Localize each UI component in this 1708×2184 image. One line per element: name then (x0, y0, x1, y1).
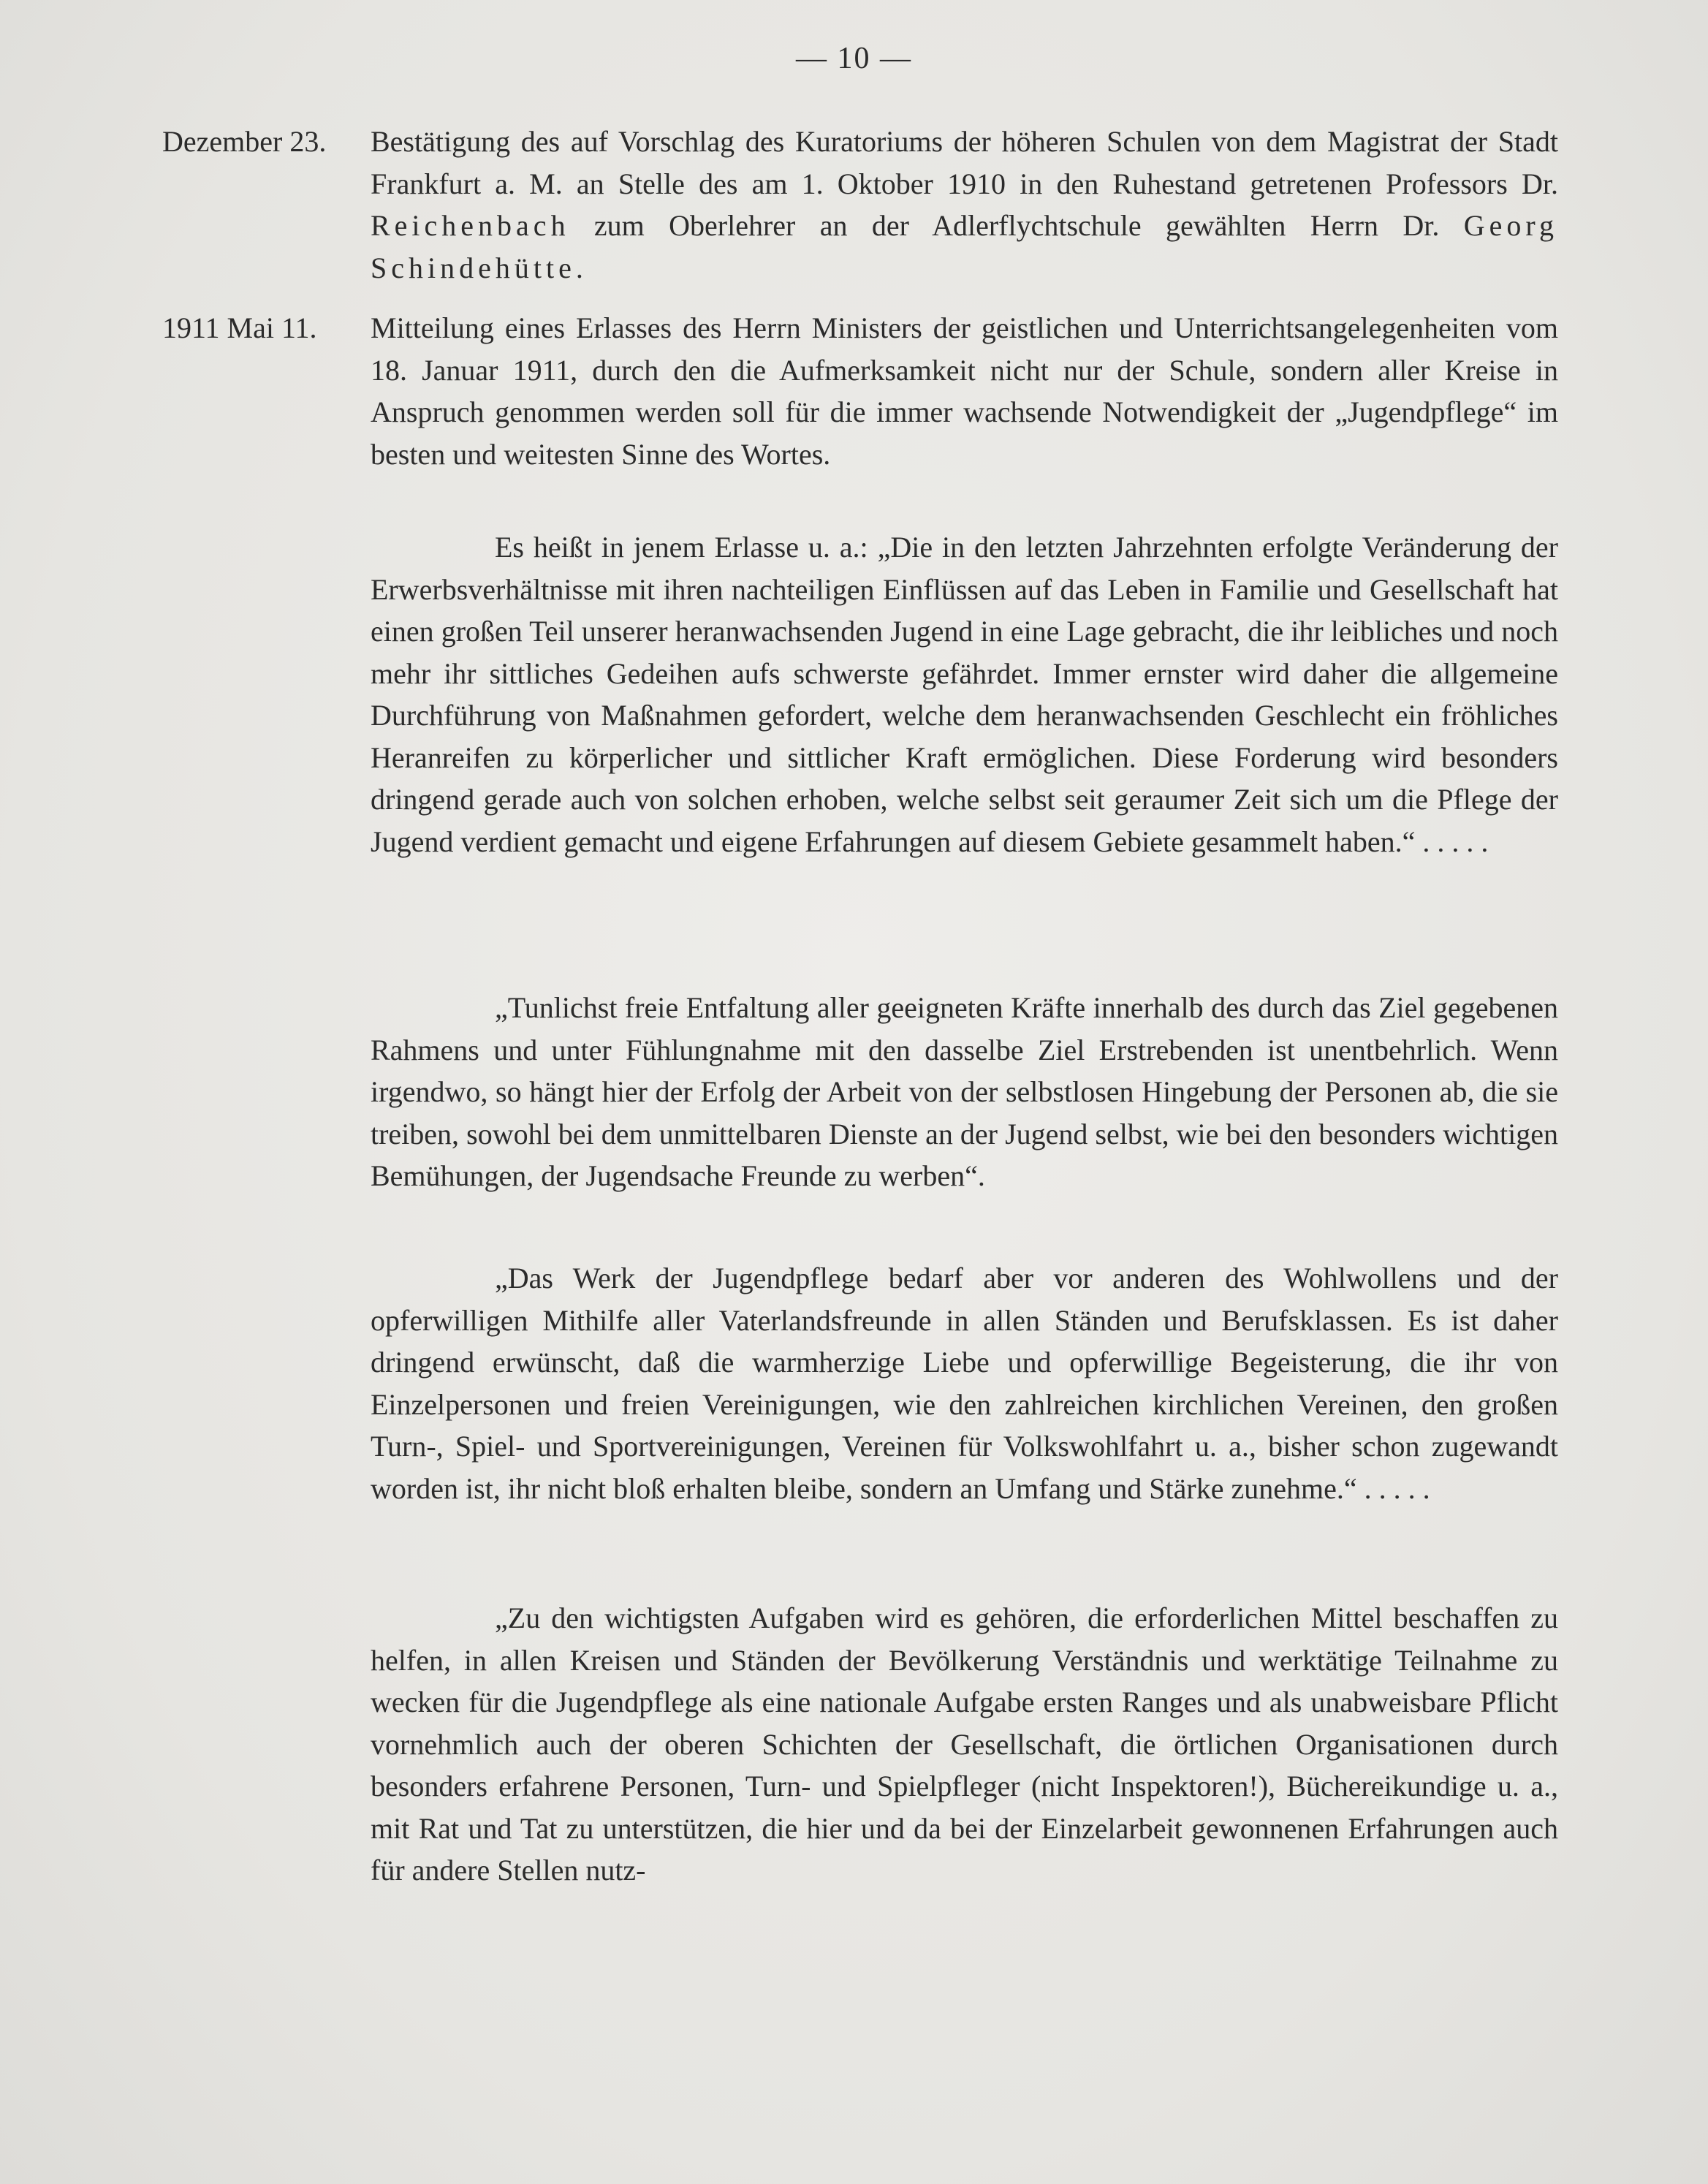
quote-paragraph: „Tunlichst freie Entfaltung aller geeigneten Kräfte innerhalb des durch das Ziel gegebenen Rahmens und unter Fühlungnahme mit den dasselbe Ziel Erstrebenden ist unentbehrlich. Wenn irgendwo, so hängt hier der Erfolg der Arbeit von der selbstlosen Hingebung der Personen ab, die sie treiben, sowohl bei dem unmittelbaren Dienste an der Jugend selbst, wie bei den besonders wichtigen Bemühungen, der Jugendsache Freunde zu werben“. (371, 991, 1558, 1192)
entry-date: 1911 Mai 11. (162, 311, 317, 344)
chronicle-entry (162, 121, 1558, 289)
entry-text-part: zum Oberlehrer an der Adlerflychtschule gewählten Herrn Dr. (569, 209, 1464, 242)
entry-text-part: . (575, 251, 583, 284)
quote-paragraph: Es heißt in jenem Erlasse u. a.: „Die in den letzten Jahrzehnten erfolgte Veränderung der Erwerbsverhältnisse mit ihren nachteiligen Einflüssen auf das Leben in Familie und Gesellschaft hat einen großen Teil unserer heranwachsenden Jugend in eine Lage gebracht, die ihr leibliches und noch mehr ihr sittliches Gedeihen aufs schwerste gefährdet. Immer ernster wird daher die allgemeine Durchführung von Maßnahmen gefordert, welche dem heranwachsenden Geschlecht ein fröhliches Heranreifen zu körperlicher und sittlicher Kraft ermöglichen. Diese Forderung wird besonders dringend gerade auch von solchen erhoben, welche selbst seit geraumer Zeit sich um die Pflege der Jugend verdient gemacht und eigene Erfahrungen auf diesem Gebiete gesammelt haben.“ . . . . . (371, 531, 1558, 858)
entry-text (371, 121, 1558, 289)
entry-date: Dezember 23. (162, 125, 327, 158)
quote-paragraph: „Zu den wichtigsten Aufgaben wird es gehören, die erforderlichen Mittel beschaffen zu helfen, in allen Kreisen und Ständen der Bevölkerung Verständnis und werktätige Teilnahme zu wecken für die Jugendpflege als eine nationale Aufgabe ersten Ranges und als unabweisbare Pflicht vornehmlich auch der oberen Schichten der Gesellschaft, die örtlichen Organisationen durch besonders erfahrene Personen, Turn- und Spielpfleger (nicht Inspektoren!), Büchereikundige u. a., mit Rat und Tat zu unterstützen, die hier und da bei der Einzelarbeit gewonnenen Erfahrungen auch für andere Stellen nutz- (371, 1601, 1558, 1887)
person-name-reichenbach: Reichenbach (371, 209, 570, 242)
entry-text: Mitteilung eines Erlasses des Herrn Ministers der geistlichen und Unterrichtsangelegenheiten vom 18. Januar 1911, durch den die Aufmerksamkeit nicht nur der Schule, sondern aller Kreise in Anspruch genommen werden soll für die immer wachsende Notwendigkeit der „Jugendpflege“ im besten und weitesten Sinne des Wortes. (371, 311, 1558, 471)
entry-text-part: Bestätigung des auf Vorschlag des Kuratoriums der höheren Schulen von dem Magistrat der Stadt Frankfurt a. M. an Stelle des am 1. Oktober 1910 in den Ruhestand getretenen Professors Dr. (371, 125, 1558, 200)
chronicle-entry (162, 307, 1558, 475)
quote-paragraph: „Das Werk der Jugendpflege bedarf aber vor anderen des Wohlwollens und der opferwilligen Mithilfe aller Vaterlandsfreunde in allen Ständen und Berufsklassen. Es ist daher dringend erwünscht, daß die warmherzige Liebe und opferwillige Begeisterung, die ihr von Einzelpersonen und freien Vereinigungen, wie den zahlreichen kirchlichen Vereinen, den großen Turn-, Spiel- und Sportvereinigungen, Vereinen für Volkswohlfahrt u. a., bisher schon zugewandt worden ist, ihr nicht bloß erhalten bleibe, sondern an Umfang und Stärke zunehme.“ . . . . . (371, 1262, 1558, 1505)
page-number: — 10 — (796, 42, 912, 75)
person-name-schindehuette: Georg Schindehütte (371, 209, 1558, 284)
